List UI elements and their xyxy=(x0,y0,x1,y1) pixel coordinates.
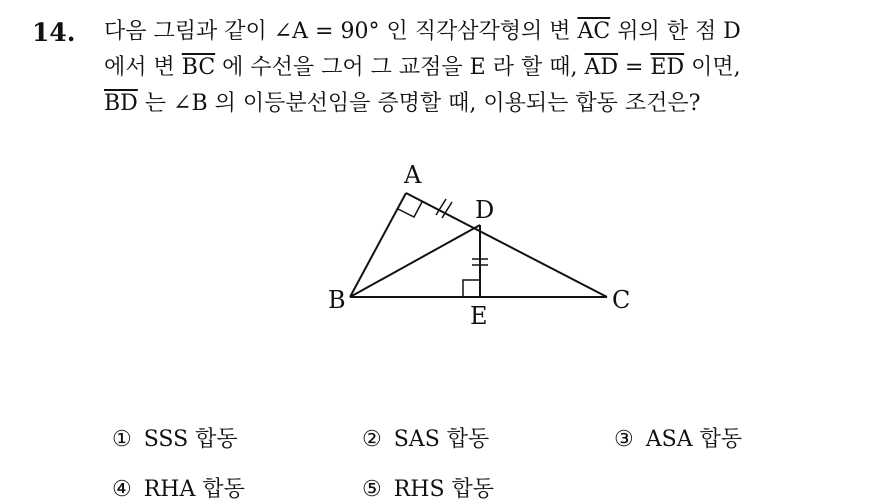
text-segment: 는 ∠B 의 이등분선임을 증명할 때, 이용되는 합동 조건은? xyxy=(137,91,701,116)
label-D: D xyxy=(475,196,495,224)
triangle-figure xyxy=(300,150,660,340)
right-angle-mark-A xyxy=(398,202,422,217)
segment-BD: $\overline{BD}$ xyxy=(104,91,138,116)
label-B: B xyxy=(328,286,346,314)
text-segment: 이면, xyxy=(684,55,741,80)
segment-ED: $\overline{ED}$ xyxy=(650,55,685,80)
segment-BC: $\overline{BC}$ xyxy=(181,55,216,80)
right-angle-mark-E xyxy=(463,280,480,297)
question-text xyxy=(104,14,874,122)
label-C: C xyxy=(612,286,631,314)
text-segment: 에서 변 xyxy=(104,55,182,80)
label-A: A xyxy=(404,161,422,189)
text-segment: 위의 한 점 D xyxy=(610,19,741,44)
question-line-2 xyxy=(104,50,874,86)
choice-label: SSS 합동 xyxy=(143,427,238,452)
choice-number: ① xyxy=(112,427,132,452)
choice-number: ④ xyxy=(112,477,132,502)
choice-label: RHA 합동 xyxy=(143,477,245,502)
segment-AC: $\overline{AC}$ xyxy=(577,19,611,44)
choice-label: ASA 합동 xyxy=(645,427,743,452)
text-segment: = xyxy=(617,55,651,80)
choice-number: ③ xyxy=(614,427,634,452)
choice-number: ② xyxy=(362,427,382,452)
segment-AD: $\overline{AD}$ xyxy=(584,55,618,80)
choice-2[interactable] xyxy=(362,422,489,453)
question-line-3 xyxy=(104,86,874,122)
choice-4[interactable] xyxy=(112,472,245,503)
choice-5[interactable] xyxy=(362,472,494,503)
text-segment: 에 수선을 그어 그 교점을 E 라 할 때, xyxy=(215,55,585,80)
choice-1[interactable] xyxy=(112,422,238,453)
label-E: E xyxy=(470,302,488,330)
choice-3[interactable] xyxy=(614,422,742,453)
side-AC xyxy=(406,193,607,297)
choice-number: ⑤ xyxy=(362,477,382,502)
question-line-1 xyxy=(104,14,874,50)
choice-label: RHS 합동 xyxy=(393,477,495,502)
question-number: 14. xyxy=(32,18,76,47)
text-segment: 다음 그림과 같이 ∠A = 90° 인 직각삼각형의 변 xyxy=(104,19,578,44)
choice-label: SAS 합동 xyxy=(393,427,490,452)
